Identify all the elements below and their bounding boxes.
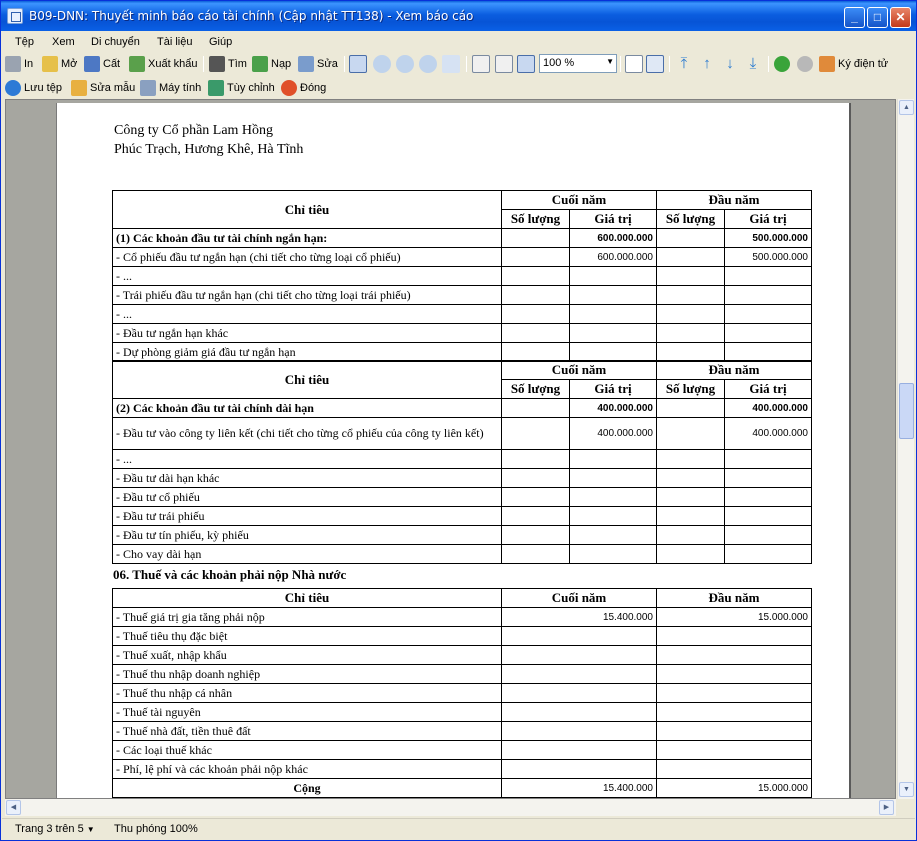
row-value [570,545,657,564]
save-button[interactable]: Cất [84,55,120,73]
row-value [502,248,570,267]
export-button[interactable]: Xuất khẩu [129,55,198,73]
row-label: - ... [113,450,502,469]
row-value [570,450,657,469]
row-label: - Cổ phiếu đầu tư ngắn hạn (chi tiết cho từng loại cổ phiếu) [113,248,502,267]
row-value: 500.000.000 [725,248,812,267]
single-page-icon [625,55,643,73]
certificate-icon [819,56,835,72]
row-value [570,305,657,324]
row-label: - Cho vay dài hạn [113,545,502,564]
toolbar-separator [768,56,769,72]
row-label: - Thuế giá trị gia tăng phải nộp [113,608,502,627]
zoom-indicator: Thu phóng 100% [114,823,198,835]
table-row [113,627,812,646]
table-row [113,418,812,450]
zoom-area-icon [442,55,460,73]
header-so-luong: Số lượng [502,210,570,229]
refresh-icon [252,56,268,72]
row-value [570,324,657,343]
toolbar-separator [620,56,621,72]
row-value [657,267,725,286]
row-value [657,526,725,545]
report-page [56,103,851,799]
fit-width-icon [472,55,490,73]
row-value [502,343,570,362]
header-chi-tieu: Chỉ tiêu [113,589,502,608]
fit-page-button[interactable] [495,55,513,73]
row-value [570,526,657,545]
row-value [657,248,725,267]
row-value: 500.000.000 [725,229,812,248]
table-row [113,722,812,741]
row-label: - Đầu tư trái phiếu [113,507,502,526]
arrow-down-icon: ↓ [726,55,734,72]
window-title: B09-DNN: Thuyết minh báo cáo tài chính (Cập nhật TT138) - Xem báo cáo [29,9,474,23]
row-label: - Thuế tài nguyên [113,703,502,722]
zoom-area-button[interactable] [442,55,460,73]
header-gia-tri: Giá trị [570,380,657,399]
table-row [113,608,812,627]
row-value [657,418,725,450]
row-value [502,526,570,545]
row-value [502,286,570,305]
previous-page-button[interactable] [699,55,718,73]
edit-document-icon [298,56,314,72]
floppy-disk-icon [84,56,100,72]
total-cuoi-nam: 15.400.000 [502,779,657,798]
row-label: - Thuế xuất, nhập khẩu [113,646,502,665]
row-value: 400.000.000 [570,399,657,418]
row-label: - Trái phiếu đầu tư ngắn hạn (chi tiết cho từng loại trái phiếu) [113,286,502,305]
maximize-button[interactable]: □ [867,7,888,28]
row-label: - Dự phòng giảm giá đầu tư ngắn hạn [113,343,502,362]
continuous-page-icon [646,55,664,73]
save-file-icon [5,80,21,96]
row-value [657,324,725,343]
header-so-luong: Số lượng [657,380,725,399]
row-value [725,507,812,526]
table-row [113,507,812,526]
table-row [113,229,812,248]
vertical-scrollbar[interactable] [897,99,914,799]
row-value [502,469,570,488]
row-value [502,703,657,722]
header-dau-nam: Đầu năm [657,589,812,608]
total-dau-nam: 15.000.000 [657,779,812,798]
last-page-icon: ⤓ [749,55,757,72]
header-dau-nam: Đầu năm [657,361,812,380]
company-address: Phúc Trạch, Hương Khê, Hà Tĩnh [114,142,304,157]
menu-bar [2,32,915,52]
row-value [657,469,725,488]
row-value [725,469,812,488]
zoom-in-button[interactable] [396,55,414,73]
menu-navigate[interactable]: Di chuyển [91,36,140,48]
scroll-up-icon[interactable]: ▲ [899,100,914,115]
row-value [657,507,725,526]
row-value [725,305,812,324]
main-toolbar [2,52,915,76]
row-value [657,627,812,646]
chevron-down-icon: ▼ [86,825,95,834]
last-page-button[interactable] [745,55,764,73]
first-page-icon: ⤒ [680,55,688,72]
total-row [113,779,812,798]
row-label: - Đầu tư ngắn hạn khác [113,324,502,343]
edit-button[interactable]: Sửa [298,55,338,73]
row-value [502,646,657,665]
row-value [657,760,812,779]
magnifier-icon [373,55,391,73]
close-report-button[interactable]: Đóng [281,79,326,97]
table-row [113,324,812,343]
row-value [725,324,812,343]
table-row [113,684,812,703]
short-term-investments-table [112,190,812,362]
template-edit-icon [71,80,87,96]
table-row [113,703,812,722]
row-value [502,229,570,248]
row-value [502,399,570,418]
row-value: 400.000.000 [725,399,812,418]
close-icon [281,80,297,96]
load-button[interactable]: Nạp [252,55,291,73]
pan-tool-button[interactable] [349,55,367,73]
horizontal-scrollbar[interactable] [5,799,896,816]
hand-icon [349,55,367,73]
status-bar [2,818,915,840]
row-label: (1) Các khoản đầu tư tài chính ngắn hạn: [113,229,502,248]
row-label: - Các loại thuế khác [113,741,502,760]
row-value [570,343,657,362]
forward-arrow-icon [797,56,813,72]
save-file-button[interactable]: Lưu tệp [5,79,62,97]
row-label: - Đầu tư vào công ty liên kết (chi tiết cho từng cổ phiếu của công ty liên kết) [113,418,502,450]
table-row [113,526,812,545]
header-cuoi-nam: Cuối năm [502,191,657,210]
table-row [113,248,812,267]
row-value [725,545,812,564]
options-button[interactable]: Tùy chỉnh [208,79,275,97]
menu-help[interactable]: Giúp [209,36,233,48]
row-label: - Đầu tư dài hạn khác [113,469,502,488]
table-row [113,741,812,760]
row-value [570,286,657,305]
row-value [725,450,812,469]
table-row [113,305,812,324]
options-icon [208,80,224,96]
menu-view[interactable]: Xem [52,36,75,48]
row-label: - Thuế thu nhập cá nhân [113,684,502,703]
folder-open-icon [42,56,58,72]
table-row [113,665,812,684]
row-value [502,760,657,779]
row-value [570,488,657,507]
report-icon [7,8,23,24]
report-viewport[interactable] [5,99,896,799]
toolbar-separator [466,56,467,72]
row-label: - Đầu tư tín phiếu, kỳ phiếu [113,526,502,545]
export-icon [129,56,145,72]
row-label: (2) Các khoản đầu tư tài chính dài hạn [113,399,502,418]
row-value [502,665,657,684]
zoom-tool-button[interactable] [373,55,391,73]
row-value [657,488,725,507]
table-row [113,646,812,665]
table-row [113,469,812,488]
find-button[interactable]: Tìm [209,55,247,73]
table-row [113,760,812,779]
arrow-up-icon: ↑ [703,55,711,72]
zoom-in-icon [396,55,414,73]
row-value [657,722,812,741]
title-bar[interactable] [1,1,916,31]
row-value [502,627,657,646]
binoculars-icon [209,56,225,72]
section-06-title: 06. Thuế và các khoản phải nộp Nhà nước [113,567,347,582]
row-value [657,545,725,564]
close-window-button[interactable]: ✕ [890,7,911,28]
row-label: - Thuế nhà đất, tiền thuê đất [113,722,502,741]
table-row [113,545,812,564]
row-value [657,286,725,305]
row-value [725,286,812,305]
scroll-thumb[interactable] [899,383,914,439]
row-value [725,267,812,286]
row-value [657,450,725,469]
scroll-left-icon[interactable]: ◀ [6,800,21,815]
row-value [725,343,812,362]
row-value [725,488,812,507]
row-value [502,722,657,741]
header-chi-tieu: Chỉ tiêu [113,361,502,399]
toolbar-separator [203,56,204,72]
row-value [502,450,570,469]
row-value [657,305,725,324]
row-label: - Đầu tư cổ phiếu [113,488,502,507]
header-gia-tri: Giá trị [570,210,657,229]
company-name: Công ty Cổ phần Lam Hồng [114,123,274,138]
table-row [113,488,812,507]
row-value [502,741,657,760]
row-value: 400.000.000 [725,418,812,450]
row-value: 400.000.000 [570,418,657,450]
row-value [502,418,570,450]
actual-size-icon [517,55,535,73]
row-value: 600.000.000 [570,248,657,267]
header-dau-nam: Đầu năm [657,191,812,210]
row-value [502,267,570,286]
next-page-button[interactable] [722,55,741,73]
forward-button[interactable] [797,55,816,73]
row-value [502,507,570,526]
toolbar-separator [344,56,345,72]
row-label: - Phí, lệ phí và các khoản phải nộp khác [113,760,502,779]
zoom-out-button[interactable] [419,55,437,73]
calculator-button[interactable]: Máy tính [140,79,201,97]
menu-file[interactable]: Tệp [15,36,34,48]
row-value [502,545,570,564]
zoom-out-icon [419,55,437,73]
minimize-button[interactable]: _ [844,7,865,28]
row-value [502,488,570,507]
row-value [502,305,570,324]
row-value [657,665,812,684]
back-button[interactable] [774,55,793,73]
header-cuoi-nam: Cuối năm [502,361,657,380]
row-value [657,684,812,703]
header-so-luong: Số lượng [502,380,570,399]
row-value [657,703,812,722]
row-value [657,646,812,665]
printer-icon [5,56,21,72]
scroll-right-icon[interactable]: ▶ [879,800,894,815]
row-value [570,267,657,286]
edit-template-button[interactable]: Sửa mẫu [71,79,135,97]
calculator-icon [140,80,156,96]
print-button[interactable]: In [5,55,33,73]
row-label: - Thuế thu nhập doanh nghiệp [113,665,502,684]
chevron-down-icon: ▼ [606,57,614,66]
header-so-luong: Số lượng [657,210,725,229]
total-label: Cộng [113,779,502,798]
table-row [113,343,812,362]
continuous-page-button[interactable] [646,55,664,73]
row-value [570,469,657,488]
row-value [502,324,570,343]
row-value: 15.000.000 [657,608,812,627]
table-row [113,399,812,418]
single-page-button[interactable] [625,55,643,73]
row-label: - ... [113,267,502,286]
row-label: - Thuế tiêu thụ đặc biệt [113,627,502,646]
table-row [113,450,812,469]
page-indicator[interactable]: Trang 3 trên 5 ▼ [15,823,95,835]
menu-document[interactable]: Tài liệu [157,36,193,48]
header-gia-tri: Giá trị [725,210,812,229]
header-gia-tri: Giá trị [725,380,812,399]
row-value [657,741,812,760]
row-value [502,684,657,703]
taxes-payable-table [112,588,812,798]
first-page-button[interactable] [676,55,695,73]
open-button[interactable]: Mở [42,55,77,73]
row-value: 15.400.000 [502,608,657,627]
long-term-investments-table [112,360,812,564]
table-row [113,286,812,305]
row-value [725,526,812,545]
header-cuoi-nam: Cuối năm [502,589,657,608]
actual-size-button[interactable] [517,55,535,73]
row-value [657,399,725,418]
row-value [570,507,657,526]
back-arrow-icon [774,56,790,72]
zoom-select[interactable]: 100 % ▼ [539,54,617,73]
row-value [657,229,725,248]
fit-page-icon [495,55,513,73]
toolbar-separator [669,56,670,72]
row-label: - ... [113,305,502,324]
digital-sign-button[interactable]: Ký điện tử [819,55,888,73]
scroll-down-icon[interactable]: ▼ [899,782,914,797]
row-value: 600.000.000 [570,229,657,248]
fit-width-button[interactable] [472,55,490,73]
table-row [113,267,812,286]
secondary-toolbar [2,76,915,100]
header-chi-tieu: Chỉ tiêu [113,191,502,229]
row-value [657,343,725,362]
